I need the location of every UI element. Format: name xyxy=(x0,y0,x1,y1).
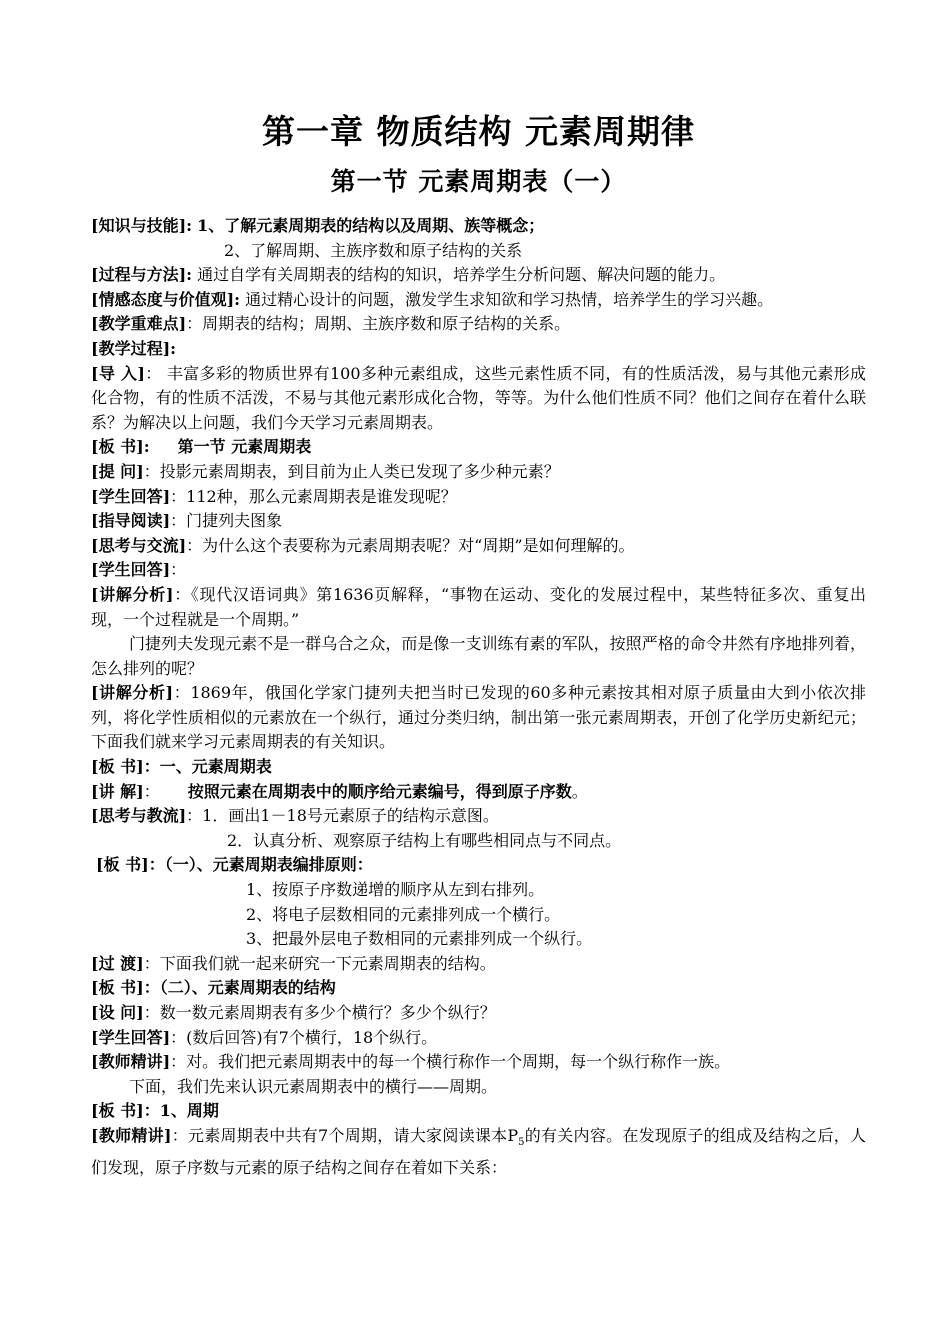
board-1: [板 书]: 第一节 元素周期表 xyxy=(91,437,312,457)
think-discuss-2b: 2．认真分析、观察原子结构上有哪些相同点与不同点。 xyxy=(227,830,622,850)
mendeleev-paragraph: 门捷列夫发现元素不是一群乌合之众，而是像一支训练有素的军队，按照严格的命令井然有序地排列着，怎么排列的呢？ xyxy=(91,634,866,678)
think-discuss-1: [思考与交流]：为什么这个表要称为元素周期表呢？对“周期”是如何理解的。 xyxy=(91,535,635,555)
student-answer-3: [学生回答]：(数后回答)有7个横行，18个纵行。 xyxy=(91,1027,438,1047)
explain-1: [讲 解]： 按照元素在周期表中的顺序给元素编号，得到原子序数。 xyxy=(91,781,588,801)
guided-reading: [指导阅读]：门捷列夫图象 xyxy=(91,511,283,531)
board-5: [板 书]：1、周期 xyxy=(91,1101,219,1121)
think-discuss-2: [思考与教流]：1．画出1－18号元素原子的结构示意图。 xyxy=(91,806,499,826)
analysis-1: [讲解分析]：《现代汉语词典》第1636页解释，“事物在运动、变化的发展过程中，某些特征多次、重复出现，一个过程就是一个周期。” xyxy=(91,584,866,629)
process-method: [过程与方法]: 通过自学有关周期表的结构的知识，培养学生分析问题、解决问题的能力。 xyxy=(91,265,726,285)
transition: [过 渡]：下面我们就一起来研究一下元素周期表的结构。 xyxy=(91,953,496,973)
document-body xyxy=(91,214,866,1180)
board-3: [板 书]：（一）、元素周期表编排原则： xyxy=(96,855,373,875)
teacher-explain-1: [教师精讲]：对。我们把元素周期表中的每一个横行称作一个周期，每一个纵行称作一族。 xyxy=(91,1052,731,1072)
analysis-2: [讲解分析]：1869年，俄国化学家门捷列夫把当时已发现的60多种元素按其相对原子质量由大到小依次排列，将化学性质相似的元素放在一个纵行，通过分类归纳，制出第一张元素周期表，开创了化学历史新纪元；下面我们就来学习元素周期表的有关知识。 xyxy=(91,683,866,752)
rule-2: 2、将电子层数相同的元素排列成一个横行。 xyxy=(246,904,561,924)
knowledge-skills: [知识与技能]: 1、了解元素周期表的结构以及周期、族等概念； xyxy=(91,216,545,235)
question-1: [提 问]：投影元素周期表，到目前为止人类已发现了多少种元素？ xyxy=(91,461,560,481)
rule-3: 3、把最外层电子数相同的元素排列成一个纵行。 xyxy=(246,929,593,949)
period-intro: 下面，我们先来认识元素周期表中的横行——周期。 xyxy=(129,1076,498,1096)
teaching-process: [教学过程]: xyxy=(91,338,177,358)
rule-1: 1、按原子序数递增的顺序从左到右排列。 xyxy=(246,880,545,900)
key-points: [教学重难点]：周期表的结构；周期、主族序数和原子结构的关系。 xyxy=(91,314,571,334)
chapter-title: 第一章 物质结构 元素周期律 xyxy=(262,112,695,151)
student-answer-1: [学生回答]：112种，那么元素周期表是谁发现呢？ xyxy=(91,486,457,506)
knowledge-skills-2: 2、了解周期、主族序数和原子结构的关系 xyxy=(224,240,523,260)
section-title: 第一节 元素周期表（一） xyxy=(330,167,627,196)
board-2: [板 书]：一、元素周期表 xyxy=(91,757,272,777)
introduction: [导 入]： 丰富多彩的物质世界有100多种元素组成，这些元素性质不同，有的性质活泼，易与其他元素形成化合物，有的性质不活泼，不易与其他元素形成化合物，等等。为什么他们性质不同？他们之间存在着什么联系？为解决以上问题，我们今天学习元素周期表。 xyxy=(91,363,866,432)
question-2: [设 问]：数一数元素周期表有多少个横行？多少个纵行？ xyxy=(91,1003,496,1022)
board-4: [板 书]：（二）、元素周期表的结构 xyxy=(91,978,336,998)
student-answer-2: [学生回答]： xyxy=(91,560,187,580)
attitude-values: [情感态度与价值观]: 通过精心设计的问题，激发学生求知欲和学习热情，培养学生的学习兴趣。 xyxy=(91,289,774,309)
document-page xyxy=(91,100,866,1180)
teacher-explain-2: [教师精讲]：元素周期表中共有7个周期，请大家阅读课本$P_5$的有关内容。在发现原子的组成及结构之后，人们发现，原子序数与元素的原子结构之间存在着如下关系： xyxy=(91,1125,866,1177)
